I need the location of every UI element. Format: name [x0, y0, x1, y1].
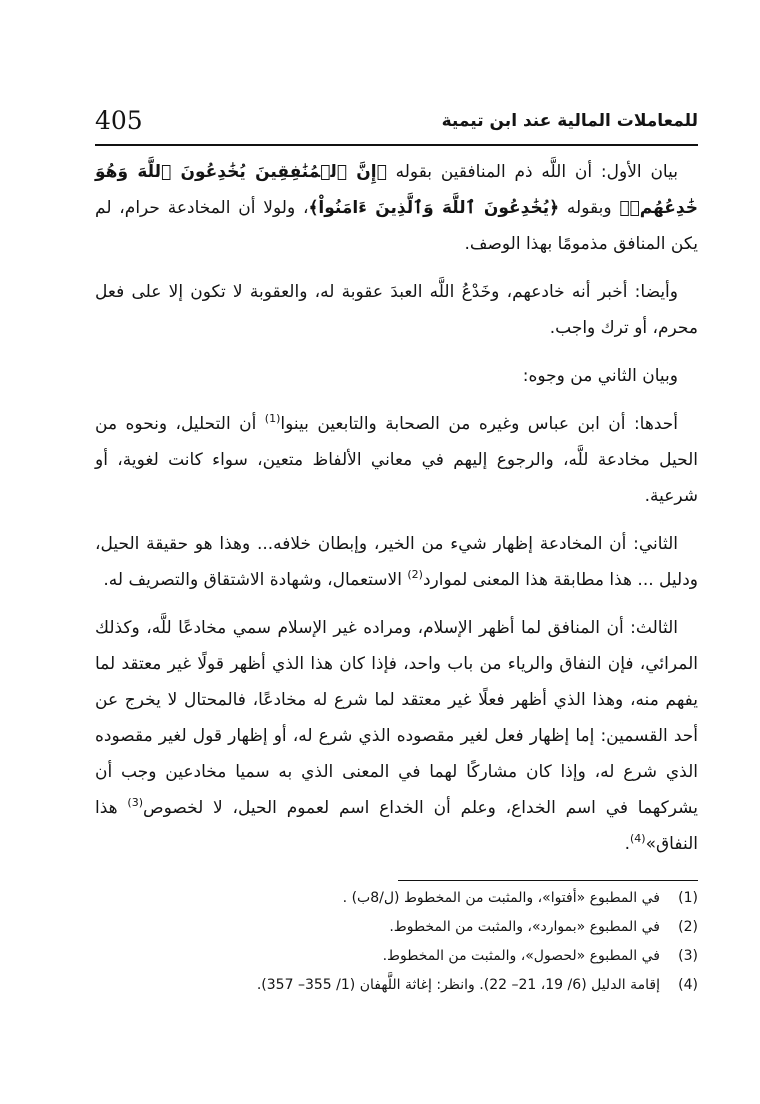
quran-verse: ﴿إِنَّ ٱلۡمُنَٰفِقِينَ يُخَٰدِعُونَ ٱللَّهَ وَهُوَ خَٰدِعُهُمۡ﴾ — [95, 162, 698, 218]
footnotes — [95, 884, 698, 1000]
text-run: بيان الأول: أن اللَّه ذم المنافقين بقوله — [386, 162, 678, 182]
text-run: . — [624, 834, 630, 854]
paragraph-2 — [95, 274, 698, 346]
footnote-ref-2[interactable]: (2) — [407, 568, 423, 581]
paragraph-4 — [95, 406, 698, 514]
text-run: هذا النفاق» — [95, 798, 698, 854]
footnote-number: (4) — [678, 977, 698, 993]
text-run: أحدها: أن ابن عباس وغيره من الصحابة والتابعين بينوا — [280, 414, 678, 434]
paragraph-1 — [95, 154, 698, 262]
footnote-number: (3) — [678, 948, 698, 964]
footnote-text: إقامة الدليل (6/ 19، 21– 22). وانظر: إغاثة اللَّهفان (1/ 355– 357). — [256, 977, 660, 993]
footnote-ref-3[interactable]: (3) — [127, 796, 144, 809]
text-run: الثالث: أن المنافق لما أظهر الإسلام، ومراده غير الإسلام سمي مخادعًا للَّه، وكذلك المرائي، فإن النفاق والرياء من باب واحد، فإذا كان هذا الذي أظهر قولًا غير معتقد لما يفهم منه، وهذا الذي أظهر فعلًا غير معتقد لما شرع له مخادعًا، فالمحتال لا يخرج عن أحد القسمين: إما إظهار فعل لغير مقصوده الذي شرع له، أو إظهار قول لغير مقصوده الذي شرع له، وإذا كان مشاركًا لهما في المعنى الذي به سميا مخادعين وجب أن يشركهما في اسم الخداع، وعلم أن الخداع اسم لعموم الحيل، لا لخصوص — [95, 618, 699, 818]
page-number: 405 — [95, 106, 143, 135]
header-rule — [95, 144, 698, 146]
footnote-3 — [95, 942, 698, 971]
text-run: وأيضا: أخبر أنه خادعهم، وخَدْعُ اللَّه العبدَ عقوبة له، والعقوبة لا تكون إلا على فعل محرم، أو ترك واجب. — [95, 282, 698, 338]
text-run: أن التحليل، ونحوه من الحيل مخادعة للَّه، والرجوع إليهم في معاني الألفاظ متعين، سواء كانت لغوية، أو شرعية. — [95, 414, 698, 506]
text-run: وبقوله — [559, 198, 620, 218]
text-run: الاستعمال، وشهادة الاشتقاق والتصريف له. — [103, 570, 408, 590]
text-run: الثاني: أن المخادعة إظهار شيء من الخير، وإبطان خلافه... وهذا هو حقيقة الحيل، ودليل ... هذا مطابقة هذا المعنى لموارد — [95, 534, 698, 590]
footnote-rule — [398, 880, 698, 881]
footnote-text: في المطبوع «أفتوا»، والمثبت من المخطوط (ل/8ب) . — [342, 890, 660, 906]
footnote-number: (2) — [678, 919, 698, 935]
footnote-2 — [95, 913, 698, 942]
footnote-ref-4[interactable]: (4) — [630, 832, 646, 845]
footnote-text: في المطبوع «بموارد»، والمثبت من المخطوط. — [389, 919, 660, 935]
paragraph-3 — [95, 358, 698, 394]
footnote-number: (1) — [678, 890, 698, 906]
footnote-1 — [95, 884, 698, 913]
footnote-ref-1[interactable]: (1) — [264, 412, 281, 425]
footnote-4 — [95, 971, 698, 1000]
quran-verse: ﴿يُخَٰدِعُونَ ٱللَّهَ وَٱلَّذِينَ ءَامَنُواْ﴾ — [308, 198, 560, 218]
text-run: وبيان الثاني من وجوه: — [522, 366, 678, 386]
paragraph-6 — [95, 610, 698, 862]
footnote-text: في المطبوع «لحصول»، والمثبت من المخطوط. — [382, 948, 660, 964]
main-text — [95, 154, 698, 874]
running-title: للمعاملات المالية عند ابن تيمية — [441, 111, 698, 131]
text-run: ، ولولا أن المخادعة حرام، لم يكن المنافق مذمومًا بهذا الوصف. — [95, 198, 698, 254]
page-header — [95, 104, 698, 144]
paragraph-5 — [95, 526, 698, 598]
